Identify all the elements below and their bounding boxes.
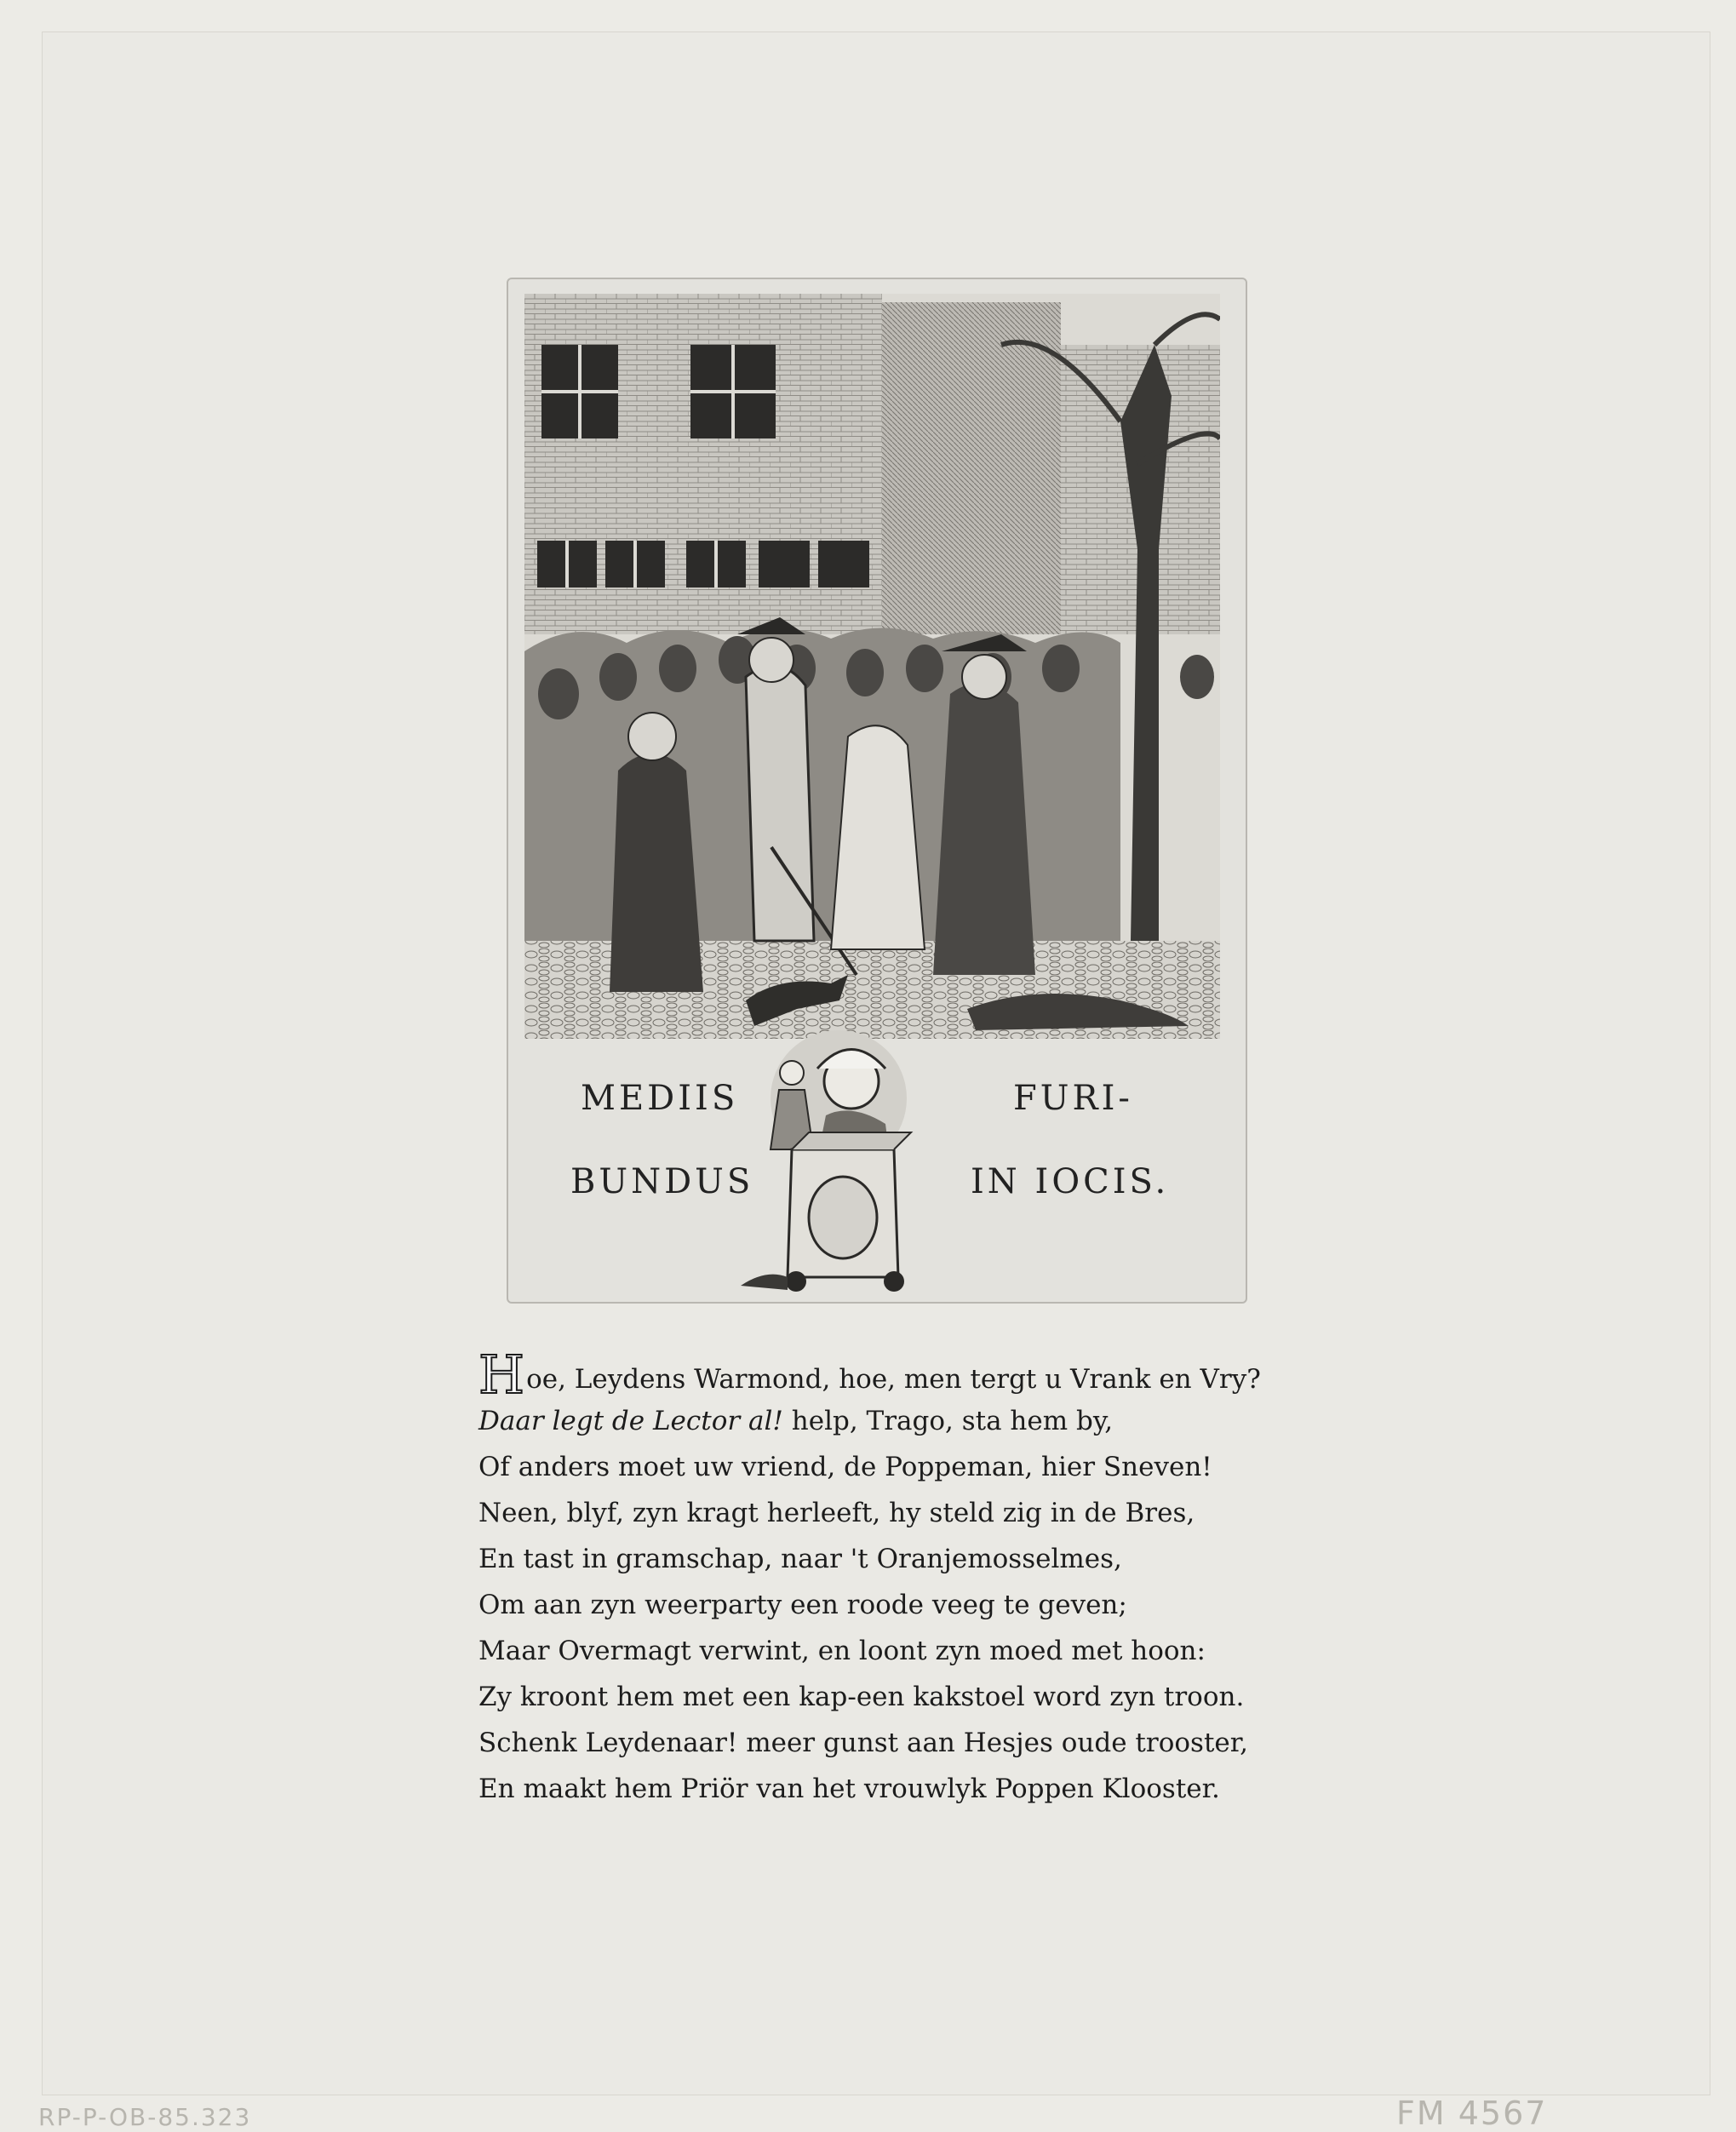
motto-word-3: BUNDUS — [570, 1162, 754, 1201]
poem-line-2 — [478, 1398, 1296, 1444]
motto-word-4: IN IOCIS. — [971, 1162, 1170, 1201]
poem-line-9: Schenk Leydenaar! meer gunst aan Hesjes oude trooster, — [478, 1728, 1249, 1758]
poem-line-8: Zy kroont hem met een kap-een kakstoel word zyn troon. — [478, 1682, 1245, 1712]
motto-word-1: MEDIIS — [581, 1079, 739, 1118]
poem-line-1 — [478, 1344, 1296, 1406]
poem-line-5: En tast in gramschap, naar 't Oranjemosselmes, — [478, 1544, 1122, 1574]
poem-line-1-text: oe, Leydens Warmond, hoe, men tergt u Vrank en Vry? — [526, 1364, 1261, 1395]
puppet-seller-illustration — [732, 1022, 945, 1298]
poem-line-2-text: help, Trago, sta hem by, — [782, 1406, 1114, 1436]
engraving-scene — [524, 294, 1220, 1039]
street-scene-illustration — [524, 294, 1220, 1039]
poem-block — [478, 1344, 1296, 1812]
poem-line-3: Of anders moet uw vriend, de Poppeman, hier Sneven! — [478, 1452, 1212, 1482]
poem-line-7: Maar Overmagt verwint, en loont zyn moed met hoon: — [478, 1636, 1206, 1666]
collection-mark: FM 4567 — [1396, 2095, 1548, 2132]
poem-line-6: Om aan zyn weerparty een roode veeg te geven; — [478, 1590, 1127, 1620]
poem-line-10: En maakt hem Priör van het vrouwlyk Poppen Klooster. — [478, 1774, 1220, 1804]
motto-word-2: FURI- — [1013, 1079, 1133, 1118]
poem-line-4: Neen, blyf, zyn kragt herleeft, hy steld zig in de Bres, — [478, 1498, 1195, 1528]
inventory-number: RP-P-OB-85.323 — [38, 2103, 252, 2131]
puppet-seller-vignette — [732, 1022, 945, 1298]
poem-line-2-italic: Daar legt de Lector al! — [478, 1406, 783, 1436]
drop-cap: H — [478, 1344, 525, 1406]
